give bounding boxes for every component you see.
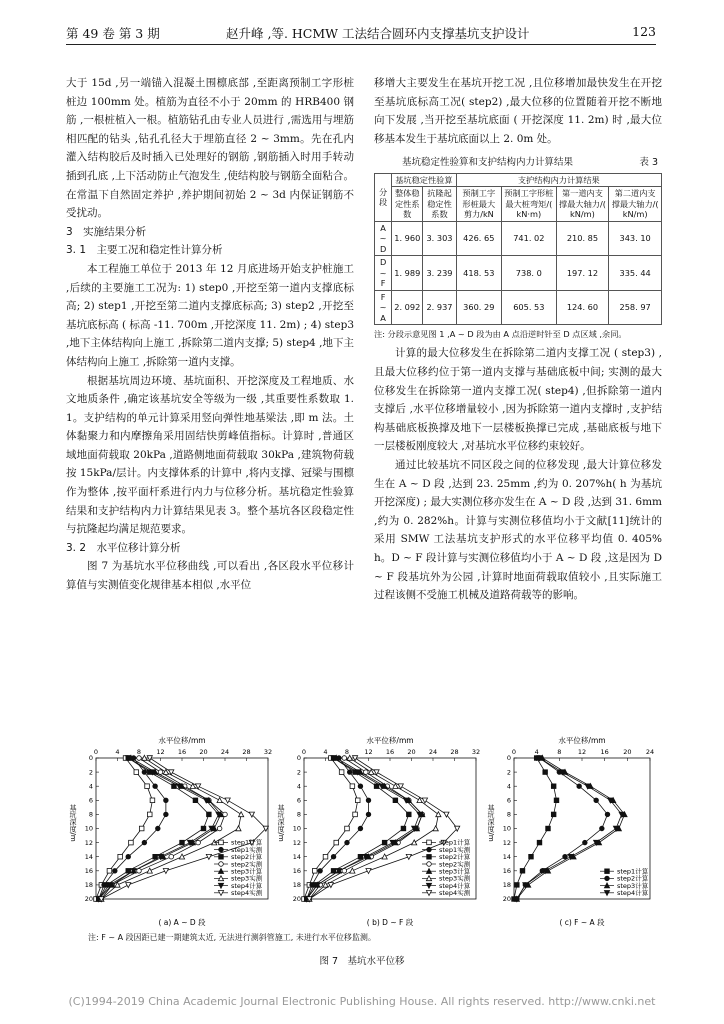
data-point [331, 854, 336, 859]
data-point [113, 869, 118, 874]
data-point [350, 868, 355, 873]
results-table [374, 173, 662, 326]
data-point [529, 854, 534, 859]
y-tick-label: 16 [84, 867, 93, 875]
x-tick-label: 32 [471, 748, 481, 756]
table-header-overall: 整体稳定性系数 [392, 187, 423, 222]
data-point [520, 869, 525, 874]
data-point [126, 869, 131, 874]
running-title: 赵升峰 ,等. HCMW 工法结合圆环内支撑基坑支护设计 [226, 26, 530, 41]
data-point [366, 798, 371, 803]
legend-label: step1计算 [231, 838, 263, 847]
y-tick-label: 14 [292, 852, 301, 861]
data-point [169, 854, 174, 859]
x-tick-label: 4 [323, 748, 328, 756]
data-point [201, 826, 206, 831]
table-header-axial1: 第一道内支撑最大轴力/( kN/m) [556, 187, 609, 222]
table-caption [374, 154, 662, 173]
legend-label: step1计算 [439, 838, 471, 847]
data-point [150, 798, 155, 803]
paragraph: 计算的最大位移发生在拆除第二道内支撑工况 ( step3) ,且最大位移约位于第一道内支撑与基础底板中间; 实测的最大位移发生在拆除第一道内支撑工况( step4) ,但拆除第一道内支撑后 ,水平位移增量较小 ,因为拆除第一道内支撑时 ,支护结构基础底板换撑及地下一层楼板换撑已完成 ,基础底板与地下一层楼板刚度较大 ,对基坑水平位移约束较好。 [374, 347, 662, 453]
data-point [107, 869, 112, 874]
y-tick-label: 12 [292, 838, 301, 847]
chart-c-svg [484, 734, 660, 929]
data-point [334, 840, 339, 845]
y-tick-label: 4 [88, 782, 93, 791]
data-point [433, 826, 438, 831]
paragraph: 根据基坑周边环境、基坑面积、开挖深度及工程地质、水文地质条件 ,确定该基坑安全等级为一级 ,其重要性系数取 1. 1。支护结构的单元计算采用竖向弹性地基梁法 ,即 m 法。土体黏聚力和内摩擦角采用固结快剪峰值指标。计算时 ,普通区域地面荷载取 20kPa ,道路侧地面荷载取 30kPa ,建筑物荷载按 15kPa/层计。内支撑体系的计算中 ,将内支撑、冠梁与围檩作为整体 ,按平面杆系进行内力与位移分析。基坑稳定性验算结果和支护结构内力计算结果见表 3。整个基坑各区段稳定性与抗隆起均满足规范要求。 [66, 374, 354, 536]
data-point [358, 784, 363, 789]
chart-a [66, 734, 276, 929]
y-tick-label: 10 [502, 824, 511, 833]
y-tick-label: 20 [84, 895, 93, 904]
data-point [164, 798, 169, 803]
series-line [101, 758, 225, 899]
y-tick-label: 0 [296, 754, 301, 763]
data-point [401, 826, 406, 831]
table-header-segment: 分段 [375, 173, 392, 221]
data-point [179, 854, 184, 859]
table-label: 表 3 [639, 157, 658, 169]
table-header-heave: 抗隆起稳定性系数 [423, 187, 456, 222]
y-tick-label: 18 [502, 881, 511, 890]
data-point [236, 826, 241, 831]
legend-item [600, 888, 649, 897]
chart-c [484, 734, 660, 929]
y-tick-label: 12 [84, 838, 93, 847]
x-tick-label: 12 [577, 748, 587, 756]
legend-label: step3实测 [231, 874, 263, 883]
data-point [393, 798, 398, 803]
y-axis-label: 基坑深度/m [277, 804, 285, 842]
data-point [129, 840, 134, 845]
chart-subcaption: ( a) A ~ D 段 [158, 918, 206, 927]
x-tick-label: 0 [511, 748, 517, 756]
x-tick-label: 20 [407, 748, 416, 756]
table-header-moment: 预制工字形桩最大桩弯矩/( kN·m) [502, 187, 557, 222]
y-tick-label: 6 [506, 796, 511, 805]
data-point [554, 798, 559, 803]
legend-item [422, 888, 471, 897]
data-point [577, 784, 582, 789]
series-step2计算 [96, 756, 211, 902]
y-tick-label: 4 [506, 782, 511, 791]
y-tick-label: 16 [292, 867, 301, 875]
legend-marker [427, 847, 432, 852]
paragraph: 本工程施工单位于 2013 年 12 月底进场开始支护桩施工 ,后续的主要施工工况为: 1) step0 ,开挖至第一道内支撑底标高; 2) step1 ,开挖至第二道内支撑底标高; 3) step2 ,开挖至基坑底标高 ( 标高 -11. 700m ,开挖深度 11. 2m) ; 4) step3 ,地下主体结构向上施工 ,拆除第二道内支撑; 5) step4 ,地下主体结构向上施工 ,拆除第一道内支撑。 [66, 262, 354, 368]
left-column [66, 74, 354, 595]
data-point [193, 798, 198, 803]
data-point [147, 868, 152, 873]
chart-b [274, 734, 484, 929]
table-row: D ~ F 1. 989 3. 239 418. 53 738. 0 197. 12 335. 44 [375, 256, 662, 291]
legend-marker [219, 862, 224, 867]
data-point [126, 883, 131, 888]
data-point [406, 854, 411, 859]
table-row: A ~ D 1. 960 3. 303 426. 65 741. 02 210. 85 343. 10 [375, 221, 662, 256]
data-point [515, 883, 520, 888]
data-point [318, 869, 323, 874]
legend-label: step2实测 [231, 860, 263, 869]
running-header [66, 22, 656, 45]
y-tick-label: 10 [292, 824, 301, 833]
data-point [323, 854, 328, 859]
data-point [147, 812, 152, 817]
data-point [239, 812, 244, 817]
legend-marker [605, 876, 610, 881]
data-point [207, 812, 212, 817]
series-step1计算 [302, 756, 360, 902]
x-tick-label: 0 [93, 748, 99, 756]
y-tick-label: 8 [88, 810, 93, 819]
legend-label: step4计算 [439, 881, 471, 890]
y-tick-label: 12 [502, 838, 511, 847]
series-step1实测 [304, 756, 370, 902]
legend-label: step4实测 [439, 889, 471, 898]
legend-label: step2计算 [231, 853, 263, 862]
x-tick-label: 0 [301, 748, 307, 756]
data-point [543, 770, 548, 775]
figure-note: 注: F ~ A 段因距已建一期建筑太近, 无法进行测斜管施工, 未进行水平位移监测。 [88, 933, 376, 942]
y-tick-label: 16 [502, 867, 511, 875]
data-point [345, 826, 350, 831]
data-point [345, 840, 350, 845]
legend-item [214, 888, 263, 897]
data-point [350, 784, 355, 789]
legend-label: step2实测 [439, 860, 471, 869]
data-point [594, 798, 599, 803]
legend-marker [427, 862, 432, 867]
y-tick-label: 6 [88, 796, 93, 805]
legend-label: step1实测 [231, 845, 263, 854]
x-tick-label: 32 [263, 748, 273, 756]
series-step1计算 [94, 756, 155, 902]
y-tick-label: 6 [296, 796, 301, 805]
legend-label: step4计算 [231, 881, 263, 890]
y-tick-label: 0 [88, 754, 93, 763]
data-point [583, 840, 588, 845]
legend-label: step2计算 [617, 874, 649, 883]
data-point [605, 812, 610, 817]
legend-label: step2计算 [439, 853, 471, 862]
data-point [364, 770, 369, 775]
data-point [537, 840, 542, 845]
chart-subcaption: ( c) F ~ A 段 [559, 918, 605, 927]
x-tick-label: 28 [450, 748, 459, 756]
data-point [137, 756, 142, 761]
data-point [118, 854, 123, 859]
data-point [217, 798, 222, 803]
table-group-stability: 基坑稳定性验算 [392, 173, 456, 187]
legend-label: step1计算 [617, 867, 649, 876]
legend-marker [427, 840, 432, 845]
copyright-footer: (C)1994-2019 China Academic Journal Electronic Publishing House. All rights reserved. http://www.cnki.net [68, 995, 656, 1008]
x-tick-label: 12 [156, 748, 165, 756]
legend-marker [219, 847, 224, 852]
data-point [412, 840, 417, 845]
data-point [551, 812, 556, 817]
x-tick-label: 8 [557, 748, 562, 756]
data-point [353, 812, 358, 817]
y-tick-label: 0 [506, 754, 511, 763]
data-point [153, 784, 158, 789]
y-tick-label: 14 [84, 852, 93, 861]
legend-label: step4实测 [231, 889, 263, 898]
legend-label: step3计算 [617, 881, 649, 890]
data-point [366, 869, 371, 874]
data-point [145, 784, 150, 789]
chart-b-svg [274, 734, 484, 929]
y-tick-label: 2 [506, 768, 511, 777]
table-group-force: 支护结构内力计算结果 [456, 173, 661, 187]
x-tick-label: 20 [199, 748, 208, 756]
data-point [407, 812, 412, 817]
x-tick-label: 24 [645, 748, 655, 756]
legend-marker [219, 840, 224, 845]
series-step1实测 [96, 756, 168, 902]
data-point [347, 770, 352, 775]
data-point [142, 840, 147, 845]
x-tick-label: 16 [385, 748, 395, 756]
paragraph: 通过比较基坑不同区段之间的位移发现 ,最大计算位移发生在 A ~ D 段 ,达到 23. 25mm ,约为 0. 207%h( h 为基坑开挖深度) ; 最大实测位移亦发生在 A ~ D 段 ,达到 31. 6mm ,约为 0. 282%h。计算与实测位移值均小于文献[11]统计的采用 SMW 工法基坑支护形式的水平位移平均值 0. 405% h。D ~ F 段计算与实测位移值均小于 A ~ D 段 ,这是因为 D ~ F 段基坑外为公园 ,计算时地面荷载取值较小 ,且实际施工过程该侧不受施工机械及道路荷载等的影响。 [374, 459, 662, 602]
data-point [374, 784, 379, 789]
journal-volume: 第 49 卷 第 3 期 [66, 26, 160, 41]
chart-title: 水平位移/mm [558, 736, 606, 745]
x-tick-label: 4 [115, 748, 120, 756]
data-point [355, 798, 360, 803]
x-tick-label: 4 [534, 748, 539, 756]
data-point [382, 840, 387, 845]
series-line [99, 758, 209, 899]
legend-marker [427, 855, 432, 860]
table-title: 基坑稳定性验算和支护结构内力计算结果 [402, 157, 574, 169]
x-tick-label: 16 [177, 748, 187, 756]
chart-title: 水平位移/mm [158, 736, 206, 745]
x-tick-label: 28 [242, 748, 251, 756]
y-tick-label: 20 [502, 895, 511, 904]
table-note: 注: 分段示意见图 1 ,A ~ D 段为由 A 点沿逆时针至 D 点区域 ,余同。 [374, 329, 627, 340]
legend-label: step3计算 [231, 867, 263, 876]
legend-label: step3计算 [439, 867, 471, 876]
x-tick-label: 20 [623, 748, 632, 756]
data-point [366, 812, 371, 817]
data-point [328, 883, 333, 888]
series-step2实测 [307, 756, 424, 902]
paragraph: 图 7 为基坑水平位移曲线 ,可以看出 ,各区段水平位移计算值与实测值变化规律基本相似 ,水平位 [66, 560, 354, 592]
data-point [180, 840, 185, 845]
data-point [331, 869, 336, 874]
right-column [374, 74, 662, 605]
table-header-shear: 预制工字形桩最大剪力/kN [456, 187, 501, 222]
legend-label: step3实测 [439, 874, 471, 883]
legend-marker [219, 855, 224, 860]
chart-subcaption: ( b) D ~ F 段 [366, 918, 414, 927]
x-tick-label: 24 [428, 748, 438, 756]
y-tick-label: 14 [502, 852, 511, 861]
x-tick-label: 24 [220, 748, 230, 756]
data-point [563, 854, 568, 859]
x-tick-label: 16 [600, 748, 609, 756]
x-tick-label: 8 [344, 748, 350, 756]
data-point [225, 798, 230, 803]
chart-a-svg [66, 734, 276, 929]
y-tick-label: 18 [84, 881, 93, 890]
data-point [436, 812, 441, 817]
data-point [358, 826, 363, 831]
data-point [551, 784, 556, 789]
y-tick-label: 2 [88, 768, 93, 777]
data-point [134, 770, 139, 775]
subsection-heading: 3. 1 主要工况和稳定性计算分析 [66, 244, 223, 257]
data-point [163, 869, 168, 874]
y-tick-label: 2 [296, 768, 301, 777]
legend-label: step4计算 [617, 889, 649, 898]
page-number: 123 [632, 24, 656, 39]
chart-title: 水平位移/mm [366, 736, 414, 745]
data-point [164, 812, 169, 817]
y-tick-label: 20 [292, 895, 301, 904]
data-point [382, 854, 387, 859]
data-point [339, 770, 344, 775]
y-tick-label: 18 [292, 881, 301, 890]
y-tick-label: 10 [84, 824, 93, 833]
data-point [546, 826, 551, 831]
legend-marker [605, 869, 610, 874]
data-point [156, 826, 161, 831]
table-row: F ~ A 2. 092 2. 937 360. 29 605. 53 124. 60 258. 97 [375, 290, 662, 325]
data-point [312, 869, 317, 874]
table-header-axial2: 第二道内支撑最大轴力/( kN/m) [609, 187, 662, 222]
data-point [142, 770, 147, 775]
data-point [196, 840, 201, 845]
section-heading: 3 实施结果分析 [66, 225, 147, 238]
x-tick-label: 12 [364, 748, 373, 756]
series-step2计算 [515, 756, 610, 902]
data-point [217, 826, 222, 831]
y-tick-label: 8 [506, 810, 511, 819]
data-point [600, 826, 605, 831]
data-point [126, 854, 131, 859]
data-point [342, 756, 347, 761]
data-point [422, 798, 427, 803]
y-axis-label: 基坑深度/m [487, 804, 495, 842]
paragraph: 移增大主要发生在基坑开挖工况 ,且位移增加最快发生在开挖至基坑底标高工况( step2) ,最大位移的位置随着开挖不断地向下发展 ,当开挖至基坑底面 ( 开挖深度 11. 2m) 时 ,最大位移基本发生于基坑底面以上 2. 0m 处。 [374, 77, 662, 145]
figure-7 [66, 734, 660, 934]
data-point [139, 826, 144, 831]
y-tick-label: 4 [296, 782, 301, 791]
y-tick-label: 8 [296, 810, 301, 819]
x-tick-label: 8 [136, 748, 142, 756]
figure-caption: 图 7 基坑水平位移 [319, 956, 405, 967]
y-axis-label: 基坑深度/m [69, 804, 77, 842]
subsection-heading: 3. 2 水平位移计算分析 [66, 541, 181, 554]
paragraph: 大于 15d ,另一端锚入混凝土围檩底部 ,至距离预制工字形桩桩边 100mm 处。植筋为直径不小于 20mm 的 HRB400 钢筋 ,一根桩植入一根。植筋钻孔由专业人员进行 ,需选用与埋筋相匹配的钻头 ,钻孔孔径大于埋筋直径 2 ~ 3mm。先在孔内灌入结构胶后及时插入已处理好的钢筋 ,钢筋插入时用手转动插到孔底 ,上下活动防止气泡发生 ,使结构胶与钢筋全面粘合。在常温下自然固定养护 ,养护期间初始 2 ~ 3d 内保证钢筋不受扰动。 [66, 77, 354, 220]
legend-label: step1实测 [439, 845, 471, 854]
series-line [517, 758, 608, 899]
